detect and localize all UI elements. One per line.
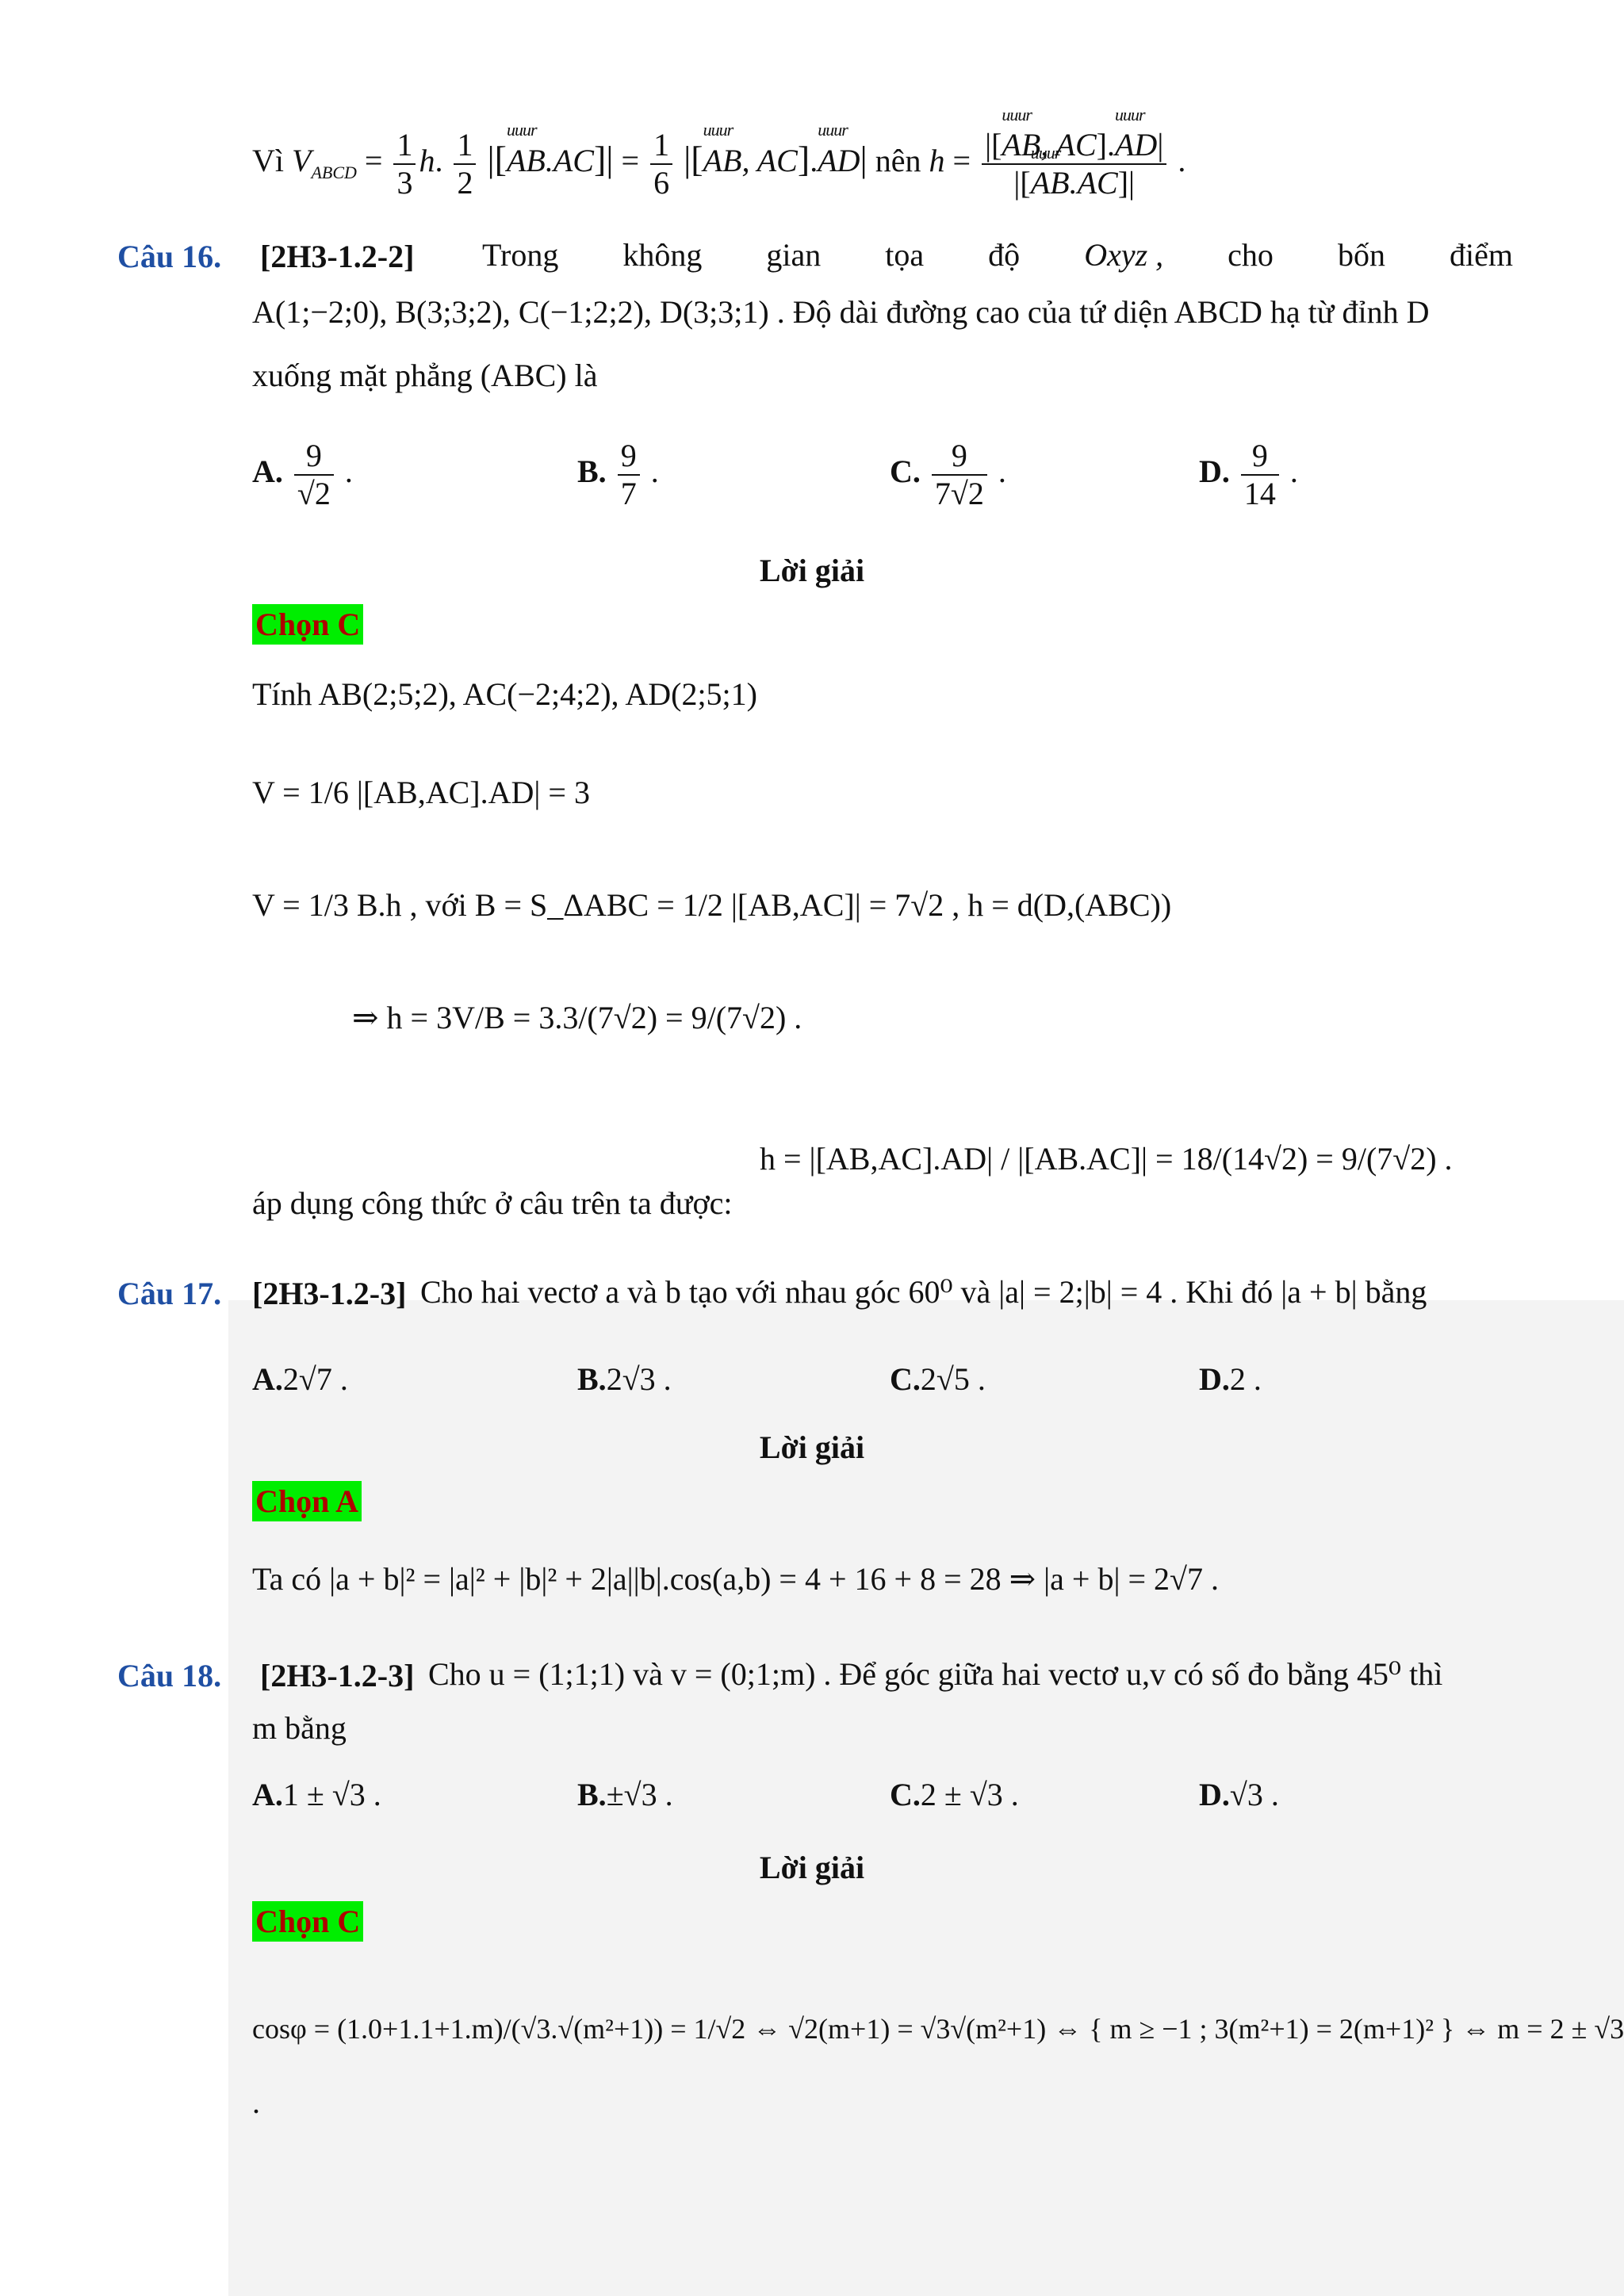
q16-word: không: [622, 237, 703, 273]
q18-choice: Chọn C: [252, 1901, 363, 1942]
q16-code: [2H3-1.2-2]: [260, 239, 415, 274]
q17-option-d[interactable]: [1199, 1360, 1262, 1398]
q16-line3: xuống mặt phẳng (ABC) là: [252, 358, 598, 393]
q18-trailing-dot: .: [252, 2084, 260, 2120]
option-text: 2 ± √3 .: [920, 1777, 1019, 1812]
q18-option-a[interactable]: [252, 1776, 381, 1813]
option-text: 2√7 .: [282, 1361, 348, 1397]
q16-word: cho: [1228, 237, 1274, 273]
option-key: B.: [577, 1361, 607, 1397]
option-key: D.: [1199, 453, 1230, 490]
q16-option-d[interactable]: D. $\frac{9}{14}$ .: [1199, 438, 1298, 511]
option-text: 1 ± √3 .: [282, 1777, 381, 1812]
option-key: C.: [890, 1361, 921, 1397]
q16-word: Trong: [482, 237, 559, 273]
intro-formula: Vì $V_{ABCD}$ = $\frac{1}{3}$ h. $\frac{1}{2}$ |[uuur AB.AC]| = $\frac{1}{6}$ |[uuur AB, AC].uuur AD| nên h = $\frac{\text{|[uuur AB, AC].uuur AD|}}{\text{|[uuur AB.AC]|}}$ .: [252, 127, 1185, 201]
q16-word: tọa: [885, 237, 925, 273]
q17-solution-title: Lời giải: [759, 1429, 865, 1465]
q18-text: Cho u = (1;1;1) và v = (0;1;m) . Để góc giữa hai vectơ u,v có số đo bằng 45⁰ thì: [428, 1656, 1443, 1692]
option-den: 7√2: [934, 476, 984, 511]
q16-word: Oxyz ,: [1084, 237, 1164, 273]
option-num: 9: [294, 438, 334, 476]
option-text: ±√3 .: [606, 1777, 673, 1812]
q16-option-a[interactable]: A. $\frac{9}{√2}$ .: [252, 438, 353, 511]
q17-option-b[interactable]: [577, 1360, 672, 1398]
option-key: A.: [252, 1361, 283, 1397]
q18-code: [2H3-1.2-3]: [260, 1658, 415, 1693]
q18-solution: cosφ = (1.0+1.1+1.m)/(√3.√(m²+1)) = 1/√2 ⇔ √2(m+1) = √3√(m²+1) ⇔ { m ≥ −1 ; 3(m²+1) = 2(m+1)² } ⇔ m = 2 ± √3: [252, 2013, 1624, 2045]
option-den: 14: [1243, 476, 1276, 511]
q18-option-d[interactable]: [1199, 1776, 1279, 1813]
option-num: 9: [932, 438, 987, 476]
q16-sol-apply: áp dụng công thức ở câu trên ta được:: [252, 1185, 733, 1221]
q18-option-b[interactable]: [577, 1776, 673, 1813]
q16-line1: [482, 238, 1513, 273]
option-num: 9: [1241, 438, 1279, 476]
q17-solution: Ta có |a + b|² = |a|² + |b|² + 2|a||b|.cos(a,b) = 4 + 16 + 8 = 28 ⇒ |a + b| = 2√7 .: [252, 1561, 1220, 1597]
option-key: B.: [577, 1777, 607, 1812]
q17-option-c[interactable]: [890, 1360, 986, 1398]
q17-label: Câu 17.: [117, 1276, 222, 1311]
q18-option-c[interactable]: [890, 1776, 1019, 1813]
q16-word: điểm: [1449, 237, 1513, 273]
q16-solution-title: Lời giải: [759, 553, 865, 588]
option-key: D.: [1199, 1777, 1230, 1812]
q17-choice: Chọn A: [252, 1481, 362, 1521]
q18-line2: m bằng: [252, 1710, 347, 1746]
option-key: B.: [577, 453, 607, 490]
option-den: √2: [297, 476, 331, 511]
q16-word: độ: [988, 237, 1021, 273]
option-key: D.: [1199, 1361, 1230, 1397]
q16-option-c[interactable]: C. $\frac{9}{7√2}$ .: [890, 438, 1006, 511]
q17-code: [2H3-1.2-3]: [252, 1276, 407, 1311]
option-text: √3 .: [1229, 1777, 1279, 1812]
option-key: A.: [252, 1777, 283, 1812]
q16-sol-formula: h = |[AB,AC].AD| / |[AB.AC]| = 18/(14√2) = 9/(7√2) .: [760, 1141, 1453, 1177]
q16-option-b[interactable]: B. $\frac{9}{7}$ .: [577, 438, 659, 511]
q16-sol-height: ⇒ h = 3V/B = 3.3/(7√2) = 9/(7√2) .: [352, 1000, 802, 1035]
q16-word: bốn: [1337, 237, 1385, 273]
q17-text: Cho hai vectơ a và b tạo với nhau góc 60⁰ và |a| = 2;|b| = 4 . Khi đó |a + b| bằng: [420, 1274, 1427, 1310]
q18-solution-title: Lời giải: [759, 1850, 865, 1885]
q17-option-a[interactable]: [252, 1360, 348, 1398]
option-key: C.: [890, 453, 921, 490]
q16-sol-vectors: Tính AB(2;5;2), AC(−2;4;2), AD(2;5;1): [252, 676, 757, 712]
option-text: 2√3 .: [606, 1361, 672, 1397]
option-num: 9: [618, 438, 640, 476]
option-key: A.: [252, 453, 283, 490]
q16-sol-base: V = 1/3 B.h , với B = S_ΔABC = 1/2 |[AB,AC]| = 7√2 , h = d(D,(ABC)): [252, 887, 1172, 923]
option-key: C.: [890, 1777, 921, 1812]
q16-word: gian: [766, 237, 822, 273]
option-den: 7: [620, 476, 637, 511]
q18-label: Câu 18.: [117, 1658, 222, 1693]
q16-line2: A(1;−2;0), B(3;3;2), C(−1;2;2), D(3;3;1) . Độ dài đường cao của tứ diện ABCD hạ từ đỉnh D: [252, 294, 1430, 330]
q16-label: Câu 16.: [117, 239, 222, 274]
q16-choice: Chọn C: [252, 604, 363, 645]
option-text: 2 .: [1229, 1361, 1262, 1397]
option-text: 2√5 .: [920, 1361, 986, 1397]
q16-sol-volume: V = 1/6 |[AB,AC].AD| = 3: [252, 775, 590, 810]
